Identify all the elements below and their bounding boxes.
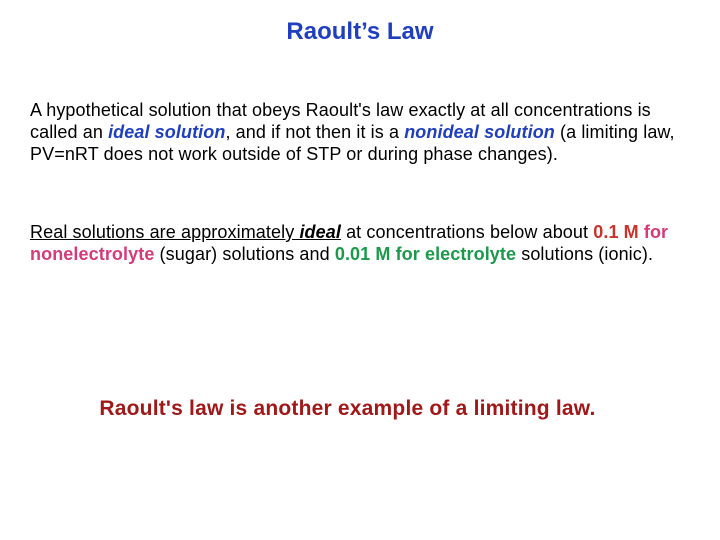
page-title: Raoult’s Law xyxy=(286,18,434,45)
electrolyte-term: 0.01 M for electrolyte xyxy=(334,244,517,264)
nonelectrolyte-term: for nonelectrolyte xyxy=(30,222,669,264)
real-solutions-paragraph xyxy=(30,221,690,265)
limiting-law-conclusion: Raoult's law is another example of a limiting law. xyxy=(99,397,596,420)
para1-text-1: A hypothetical solution that obeys Raoult's law exactly at all concentrations is called an xyxy=(30,100,651,142)
nonideal-solution-term: nonideal solution xyxy=(404,122,555,142)
ideal-solution-paragraph xyxy=(30,99,690,165)
para1-text-3: (a limiting law, PV=nRT does not work outside of STP or during phase changes). xyxy=(30,122,675,164)
para2-text-2: (sugar) solutions and xyxy=(154,244,335,264)
para1-text-2: , and if not then it is a xyxy=(225,122,405,142)
real-solutions-underlined: Real solutions are approximately xyxy=(30,222,300,242)
nonelectrolyte-concentration: 0.1 M xyxy=(593,222,639,242)
ideal-term: ideal xyxy=(299,222,341,242)
para2-text-1: at concentrations below about xyxy=(340,222,594,242)
ideal-solution-term: ideal solution xyxy=(108,122,226,142)
para2-text-3: solutions (ionic). xyxy=(516,244,654,264)
